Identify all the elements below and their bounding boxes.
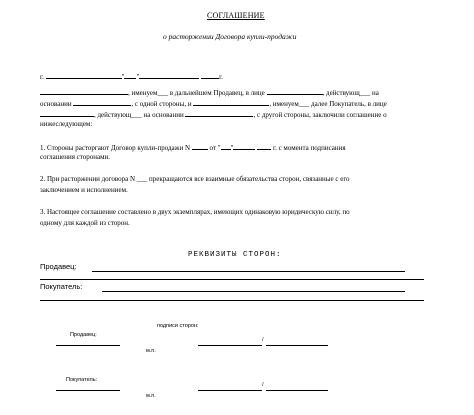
intro-one-side: , с одной стороны, и — [131, 100, 192, 108]
buyer-sig-separator: / — [262, 382, 264, 388]
intro-acting-basis: , действующ___ на основании — [94, 111, 184, 119]
clause-1-text-a: 1. Стороны расторгают Договор купли-продажи N — [40, 144, 191, 152]
intro-line-4: нижеследующем: — [40, 120, 93, 128]
year-suffix: г. — [219, 73, 223, 81]
seller-name-field[interactable] — [40, 87, 128, 95]
date-month-field[interactable] — [139, 71, 199, 79]
intro-line-3 — [40, 109, 387, 121]
buyer-signature-field[interactable] — [56, 390, 120, 391]
clause-3-line-1: 3. Настоящее соглашение составлено в двух экземплярах, имеющих одинаковую юридическую силу, по — [40, 208, 350, 216]
buyer-requisites-field-2[interactable] — [40, 300, 424, 301]
place-prefix: г. — [40, 73, 44, 81]
buyer-requisites-label: Покупатель: — [40, 282, 83, 291]
clause-1-text-b: от " — [209, 144, 221, 152]
requisites-heading: РЕКВИЗИТЫ СТОРОН: — [188, 251, 282, 259]
seller-representative-field[interactable] — [267, 87, 323, 95]
buyer-requisites-field[interactable] — [102, 291, 405, 292]
seller-sig-separator: / — [262, 337, 264, 343]
seller-requisites-field[interactable] — [92, 271, 405, 272]
contract-day-field[interactable] — [221, 142, 231, 150]
buyer-representative-field[interactable] — [40, 109, 94, 117]
buyer-basis-field[interactable] — [185, 109, 253, 117]
sig-buyer-label: Покупатель: — [66, 377, 98, 383]
buyer-signature-name-line[interactable] — [266, 390, 328, 391]
intro-basis: основании — [40, 100, 72, 108]
clause-1-text-d: г. с момента подписания — [272, 144, 346, 152]
clause-2-line-2: заключением и исполнением. — [40, 186, 128, 194]
intro-line-2 — [40, 98, 387, 110]
intro-seller-named: , именуем___ в дальнейшем Продавец, в лице — [128, 89, 265, 97]
intro-buyer-named: , именуем___ далее Покупатель, в лице — [269, 100, 387, 108]
city-field[interactable] — [46, 71, 122, 79]
document-subtitle: о расторжении Договора купли-продажи — [163, 32, 297, 41]
buyer-signature-line[interactable] — [198, 390, 262, 391]
seller-basis-field[interactable] — [73, 98, 131, 106]
clause-2-line-1: 2. При расторжении договора N ___ прекращаются все взаимные обязательства сторон, связанные с его — [40, 175, 350, 183]
clause-1-line-2: соглашения сторонами. — [40, 153, 111, 161]
seller-stamp-mark: м.п. — [146, 348, 156, 354]
seller-requisites-label: Продавец: — [40, 262, 77, 271]
place-date-line — [40, 71, 223, 83]
clause-1-line-1 — [40, 142, 346, 154]
seller-requisites-field-2[interactable] — [40, 279, 424, 280]
contract-number-field[interactable] — [192, 142, 208, 150]
date-year-field[interactable] — [201, 71, 219, 79]
date-quote-open: " — [121, 73, 125, 81]
date-day-field[interactable] — [121, 71, 136, 81]
buyer-stamp-mark: м.п. — [146, 393, 156, 399]
contract-year-field[interactable] — [257, 142, 271, 150]
contract-month-field[interactable] — [230, 142, 255, 152]
clause-1-text-c: " — [230, 144, 234, 152]
seller-signature-field[interactable] — [56, 345, 120, 346]
seller-signature-line[interactable] — [198, 345, 262, 346]
seller-signature-name-line[interactable] — [266, 345, 328, 346]
signatures-heading: подписи сторон: — [157, 323, 199, 329]
buyer-name-field[interactable] — [193, 98, 269, 106]
date-quote-close: " — [136, 73, 140, 81]
document-title: СОГЛАШЕНИЕ — [207, 11, 265, 20]
clause-3-line-2: одному для каждой из сторон. — [40, 219, 130, 227]
intro-other-side: , с другой стороны, заключили соглашение о — [253, 111, 387, 119]
sig-seller-label: Продавец: — [70, 332, 97, 338]
intro-line-1 — [40, 87, 379, 99]
intro-acting: , действующ___ на — [322, 89, 379, 97]
